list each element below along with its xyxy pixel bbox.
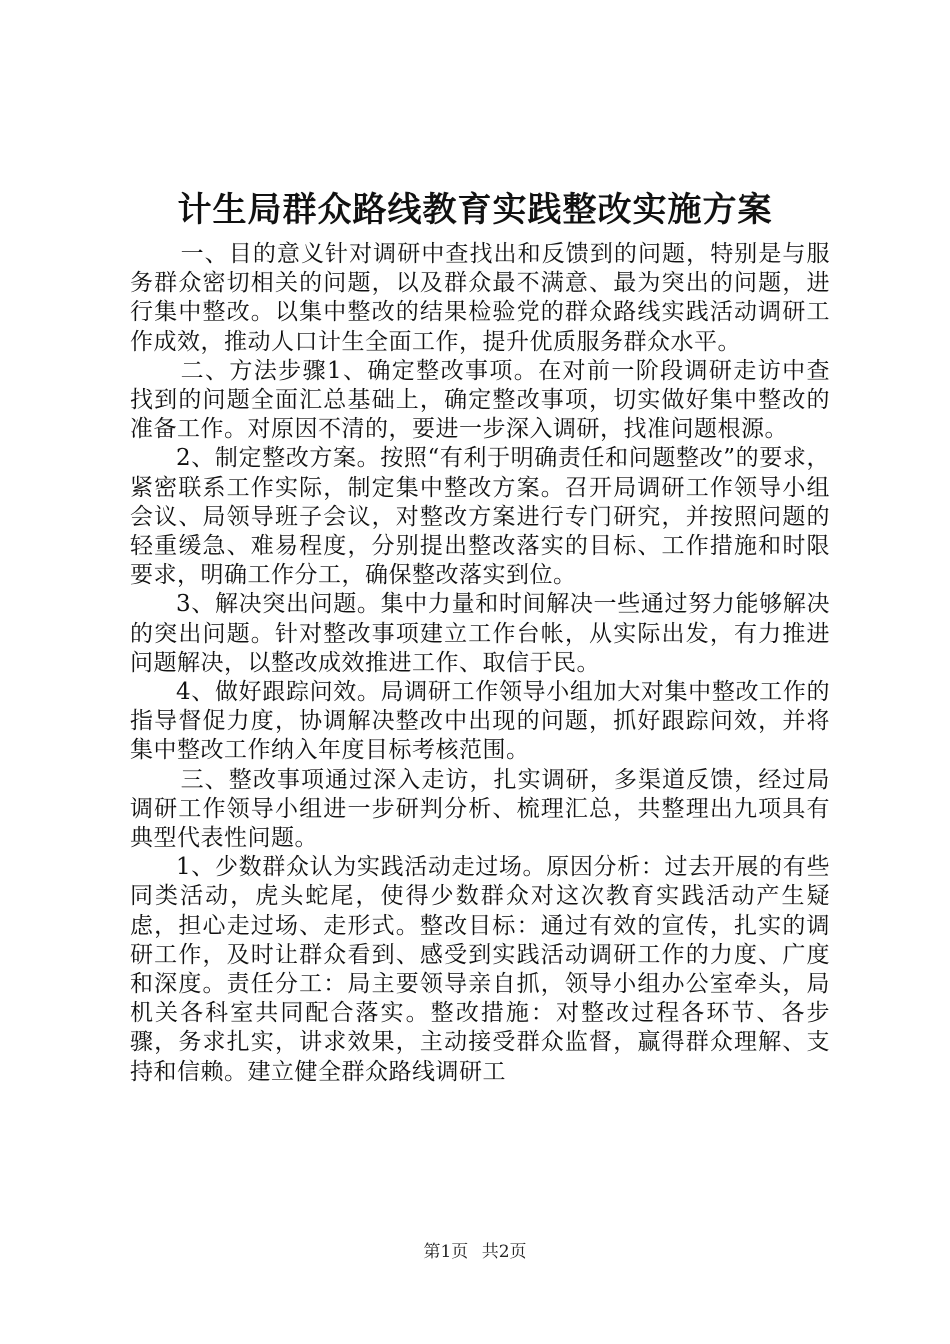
document-title: 计生局群众路线教育实践整改实施方案	[177, 190, 773, 230]
document-body	[130, 240, 830, 1087]
paragraph-steps-4: 4、做好跟踪问效。局调研工作领导小组加大对集中整改工作的指导督促力度，协调解决整改中出现的问题，抓好跟踪问效，并将集中整改工作纳入年度目标考核范围。	[130, 679, 830, 764]
page-footer	[0, 1240, 950, 1264]
page-total: 共2页	[481, 1242, 527, 1262]
paragraph-steps-1: 二、方法步骤1、确定整改事项。在对前一阶段调研走访中查找到的问题全面汇总基础上，确定整改事项，切实做好集中整改的准备工作。对原因不清的，要进一步深入调研，找准问题根源。	[130, 357, 830, 443]
paragraph-items-intro: 三、整改事项通过深入走访，扎实调研，多渠道反馈，经过局调研工作领导小组进一步研判分析、梳理汇总，共整理出九项具有典型代表性问题。	[130, 766, 830, 852]
paragraph-steps-2: 2、制定整改方案。按照“有利于明确责任和问题整改”的要求，紧密联系工作实际，制定集中整改方案。召开局调研工作领导小组会议、局领导班子会议，对整改方案进行专门研究，并按照问题的轻重缓急、难易程度，分别提出整改落实的目标、工作措施和时限要求，明确工作分工，确保整改落实到位。	[130, 445, 830, 589]
paragraph-steps-3: 3、解决突出问题。集中力量和时间解决一些通过努力能够解决的突出问题。针对整改事项建立工作台帐，从实际出发，有力推进问题解决，以整改成效推进工作、取信于民。	[130, 591, 830, 676]
page-number: 第1页	[423, 1242, 469, 1262]
paragraph-purpose: 一、目的意义针对调研中查找出和反馈到的问题，特别是与服务群众密切相关的问题，以及群众最不满意、最为突出的问题，进行集中整改。以集中整改的结果检验党的群众路线实践活动调研工作成效，推动人口计生全面工作，提升优质服务群众水平。	[130, 241, 830, 355]
paragraph-item-1: 1、少数群众认为实践活动走过场。原因分析：过去开展的有些同类活动，虎头蛇尾，使得少数群众对这次教育实践活动产生疑虑，担心走过场、走形式。整改目标：通过有效的宣传，扎实的调研工作，及时让群众看到、感受到实践活动调研工作的力度、广度和深度。责任分工：局主要领导亲自抓，领导小组办公室牵头，局机关各科室共同配合落实。整改措施：对整改过程各环节、各步骤，务求扎实，讲求效果，主动接受群众监督，赢得群众理解、支持和信赖。建立健全群众路线调研工	[130, 854, 830, 1085]
